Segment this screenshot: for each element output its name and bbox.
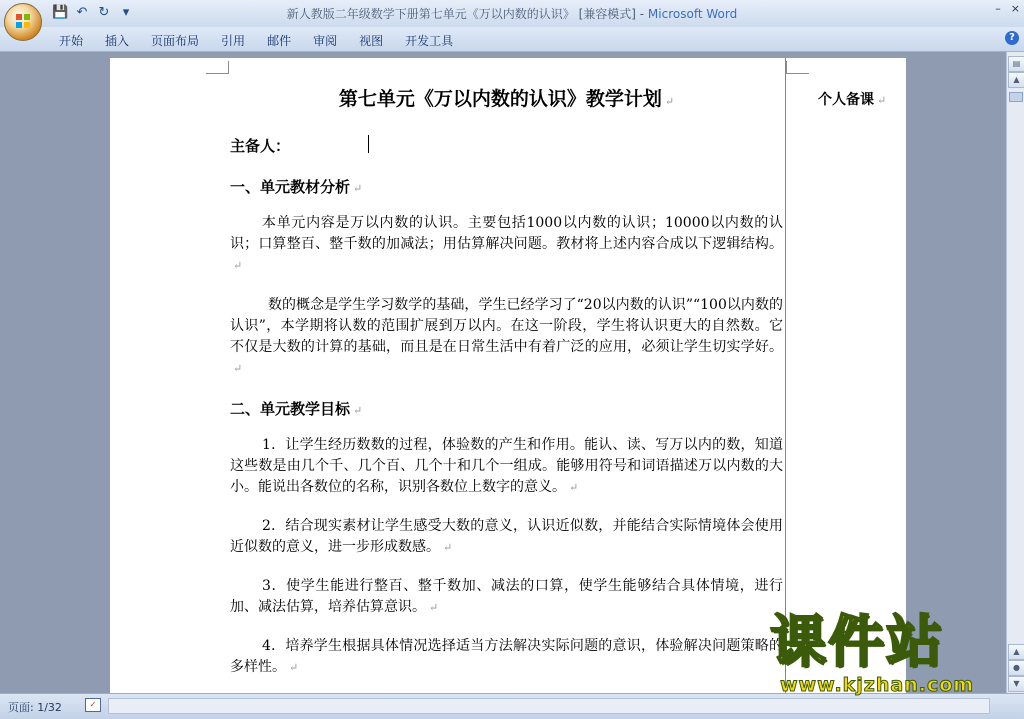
undo-icon[interactable]: ↶ [76,5,88,20]
browse-object-icon[interactable]: ● [1008,660,1024,676]
crop-mark-top-left [206,61,229,74]
tab-view[interactable]: 视图 [359,34,384,48]
ribbon [0,27,1024,52]
office-logo-icon [15,13,31,29]
paragraph-1: 本单元内容是万以内数的认识。主要包括1000以内数的认识；10000以内数的认识；口算整百、整千数的加减法；用估算解决问题。教材将上述内容合成以下逻辑结构。↵ [230,215,783,272]
goal-2: 2．结合现实素材让学生感受大数的意义，认识近似数，并能结合实际情境体会使用近似数的意义，进一步形成数感。 ↵ [230,518,783,555]
tab-mailings[interactable]: 邮件 [267,34,292,48]
redo-icon[interactable]: ↻ [98,5,110,20]
goal-4: 4．培养学生根据具体情况选择适当方法解决实际问题的意识，体验解决问题策略的多样性。 ↵ [230,638,783,675]
title-bar [0,0,1024,27]
section2-heading: 二、单元教学目标 ↵ [230,400,363,418]
site-watermark [770,612,1015,696]
minimize-button[interactable]: – [995,2,1001,15]
status-bar [0,693,1024,719]
horizontal-scrollbar[interactable] [108,698,990,714]
window-controls [995,2,1020,15]
margin-note: 个人备课 ↵ [818,92,887,108]
text-cursor [368,135,369,153]
ribbon-tabs [48,30,464,51]
tab-developer[interactable]: 开发工具 [405,34,454,48]
office-button[interactable] [4,3,42,41]
tab-references[interactable]: 引用 [221,34,246,48]
scroll-up-icon[interactable]: ▲ [1008,72,1024,88]
comment-margin [785,58,906,698]
save-icon[interactable]: 💾 [52,5,69,20]
preparer-label: 主备人： [230,137,291,155]
tab-page-layout[interactable]: 页面布局 [151,34,200,48]
watermark-logo: 课件站 [770,610,944,675]
vertical-scrollbar[interactable] [1006,52,1024,693]
proofing-icon[interactable]: ✓ [85,698,101,712]
tab-review[interactable]: 审阅 [313,34,338,48]
section1-heading: 一、单元教材分析 ↵ [230,178,363,196]
window-title [0,5,1024,22]
goal-1: 1．让学生经历数数的过程，体验数的产生和作用。能认、读、写万以内的数，知道这些数是由几个千、几个百、几个十和几个一组成。能够用符号和词语描述万以内数的大小。能说出各数位的名称，识别各数位上数字的意义。 ↵ [230,437,783,495]
crop-mark-top-right [786,61,809,74]
next-page-icon[interactable]: ▼ [1008,676,1024,692]
document-name: 新人教版二年级数学下册第七单元《万以内数的认识》 [兼容模式] - [286,7,648,21]
help-icon[interactable]: ? [1005,31,1019,45]
close-button[interactable]: × [1010,2,1020,15]
page-counter[interactable]: 页面: 1/32 [8,701,62,714]
previous-page-icon[interactable]: ▲ [1008,644,1024,660]
ruler-toggle-icon[interactable]: ▤ [1008,56,1024,72]
document-title: 第七单元《万以内数的认识》教学计划 ↵ [338,88,675,110]
paragraph-2: 数的概念是学生学习数学的基础，学生已经学习了“20以内数的认识”“100以内数的认识”，本学期将认数的范围扩展到万以内。在这一阶段，学生将认识更大的自然数。它不仅是大数的计算的基础，而且是在日常生活中有着广泛的应用，必须让学生切实学好。↵ [230,297,783,375]
scrollbar-thumb[interactable] [1009,92,1023,102]
app-name: Microsoft Word [647,7,738,21]
tab-insert[interactable]: 插入 [105,34,130,48]
watermark-url: www.kjzhan.com [780,674,975,696]
goal-3: 3．使学生能进行整百、整千数加、减法的口算，使学生能够结合具体情境，进行加、减法估算，培养估算意识。 ↵ [230,578,783,615]
customize-qat-icon[interactable]: ▾ [122,5,130,20]
tab-home[interactable]: 开始 [59,34,84,48]
